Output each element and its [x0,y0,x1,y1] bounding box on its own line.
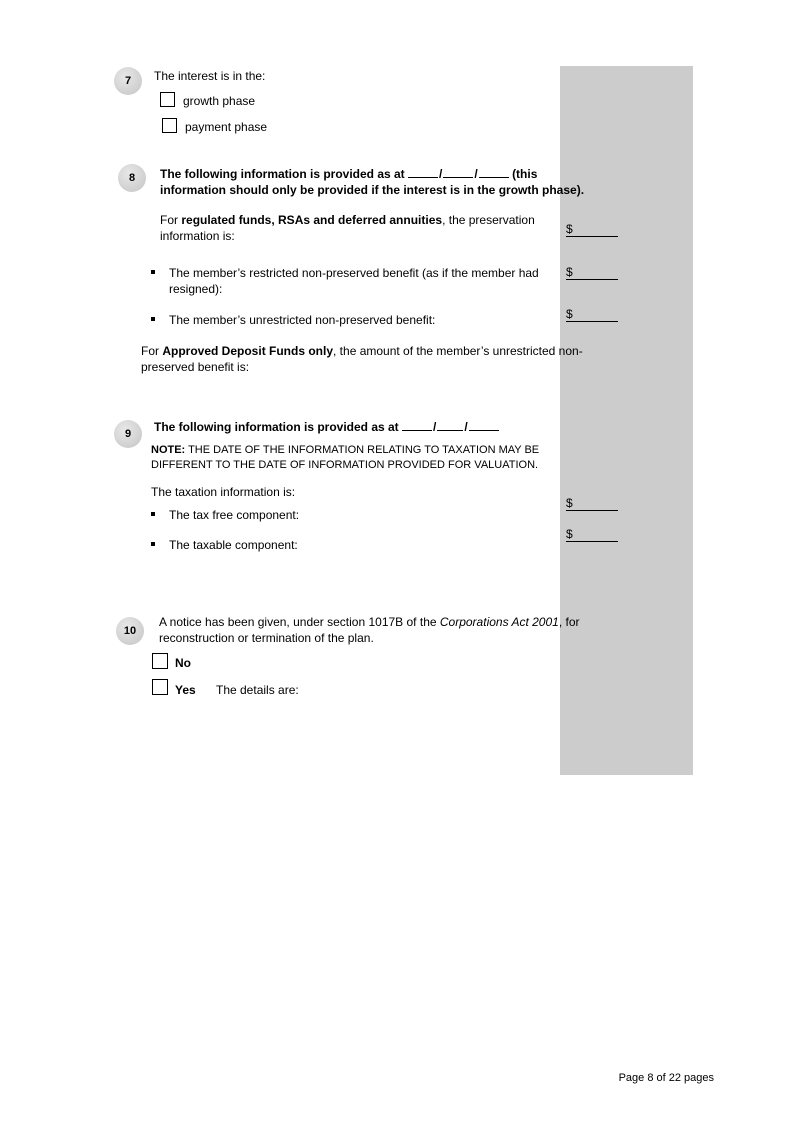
payment-phase-label: payment phase [185,120,268,134]
note-text: THE DATE OF THE INFORMATION RELATING TO TAXATION MAY BE [185,444,540,456]
no-label: No [175,656,191,670]
text-bold-fragment: Approved Deposit Funds only [162,344,334,358]
q10-statement [159,614,580,630]
q8-heading-line2: information should only be provided if the interest is in the growth phase). [160,183,585,197]
date-month-field[interactable] [437,420,463,431]
tax-free-amount-field[interactable] [566,496,618,511]
date-month-field[interactable] [443,167,473,178]
date-day-field[interactable] [408,167,438,178]
q8-unrestricted-benefit-label: The member’s unrestricted non-preserved benefit: [169,313,436,327]
text-fragment: , the amount of the member’s unrestricted non- [333,344,583,358]
bullet-icon [151,542,155,546]
date-year-field[interactable] [469,420,499,431]
page-footer: Page 8 of 22 pages [618,1072,714,1084]
question-number-label: 10 [123,625,137,637]
text-fragment: , for [558,615,580,629]
text-fragment: , the preservation [442,213,535,227]
q8-heading-text: The following information is provided as at [160,167,405,181]
q8-heading-suffix: (this [512,167,538,181]
taxable-amount-field[interactable] [566,527,618,542]
currency-symbol: $ [566,307,573,321]
q8-heading [160,166,537,182]
q9-taxable-label: The taxable component: [169,538,298,552]
text-fragment: A notice has been given, under section 1017B of the [159,615,440,629]
q8-adf-intro [141,343,583,359]
note-label: NOTE: [151,444,186,456]
q7-intro: The interest is in the: [154,69,266,83]
unrestricted-benefit-amount-field[interactable] [566,307,618,322]
payment-phase-checkbox[interactable] [162,118,177,133]
question-number-label: 7 [124,75,132,87]
currency-symbol: $ [566,496,573,510]
q9-heading-text: The following information is provided as at [154,420,399,434]
text-bold-fragment: regulated funds, RSAs and deferred annuities [181,213,443,227]
question-number-10 [116,617,144,645]
question-number-8 [118,164,146,192]
q8-restricted-benefit-line2: resigned): [169,282,223,296]
q9-heading [154,419,499,435]
q8-adf-line2: preserved benefit is: [141,360,250,374]
yes-checkbox[interactable] [152,679,168,695]
act-title: Corporations Act 2001 [439,615,559,629]
question-number-9 [114,420,142,448]
no-checkbox[interactable] [152,653,168,669]
q10-statement-line2: reconstruction or termination of the plan. [159,631,374,645]
currency-symbol: $ [566,527,573,541]
text-fragment: For [160,213,182,227]
bullet-icon [151,270,155,274]
question-number-7 [114,67,142,95]
bullet-icon [151,512,155,516]
answer-column-shaded [560,66,693,775]
date-year-field[interactable] [479,167,509,178]
date-separator: / [433,420,437,434]
bullet-icon [151,317,155,321]
q8-restricted-benefit-label: The member’s restricted non-preserved benefit (as if the member had [169,266,539,280]
text-fragment: For [141,344,163,358]
restricted-benefit-amount-field[interactable] [566,265,618,280]
date-separator: / [439,167,443,181]
date-separator: / [474,167,478,181]
q9-tax-free-label: The tax free component: [169,508,300,522]
currency-symbol: $ [566,222,573,236]
preservation-amount-field[interactable] [566,222,618,237]
q9-note-line2: DIFFERENT TO THE DATE OF INFORMATION PROVIDED FOR VALUATION. [151,459,539,471]
question-number-label: 8 [128,172,136,184]
date-day-field[interactable] [402,420,432,431]
growth-phase-label: growth phase [183,94,256,108]
yes-label: Yes [175,683,196,697]
growth-phase-checkbox[interactable] [160,92,175,107]
question-number-label: 9 [124,428,132,440]
q9-tax-intro: The taxation information is: [151,485,296,499]
date-separator: / [464,420,468,434]
details-label: The details are: [216,683,299,697]
q8-preservation-intro [160,212,535,228]
q9-note [151,442,539,458]
currency-symbol: $ [566,265,573,279]
q8-preservation-line2: information is: [160,229,235,243]
